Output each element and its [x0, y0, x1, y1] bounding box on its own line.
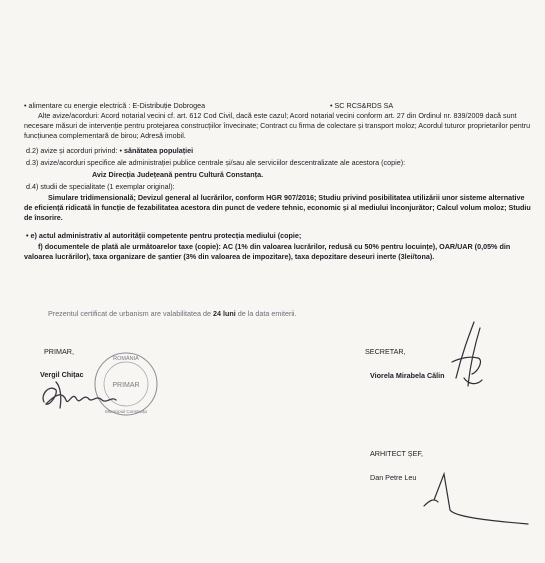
- secretary-title: SECRETAR,: [365, 347, 406, 356]
- d2-line: d.2) avize și acorduri privind: • sănătatea populației: [26, 146, 194, 155]
- secretary-name: Viorela Mirabela Călin: [370, 371, 445, 380]
- d3-label: d.3) avize/acorduri specifice ale administrației publice centrale și/sau ale serviciilor descentralizate ale acestora (copie):: [26, 158, 406, 167]
- bullet: •: [330, 101, 335, 110]
- svg-text:Municipiul Constanța: Municipiul Constanța: [105, 409, 147, 414]
- bullet: •: [24, 101, 29, 110]
- other-approvals: Alte avize/acorduri: Acord notarial vecini cf. art. 612 Cod Civil, dacă este cazul; Acord notarial vecini conform art. 27 din Ordinul nr. 839/2009 dacă sunt necesare măsuri de intervenție pentru protejarea construcțiilor învecinate; Contract cu firma de colectare și transport moloz; Acordul tuturor proprietarilor pentru funcțiunea complementară de birou; Adresă imobil.: [24, 111, 531, 140]
- energy-label: alimentare cu energie electrică : E-Distribuție Dobrogea: [28, 101, 206, 110]
- mayor-title: PRIMAR,: [44, 347, 74, 356]
- e-line: • e) actul administrativ al autorității competente pentru protecția mediului (copie;: [26, 231, 302, 240]
- energy-line: [24, 101, 205, 111]
- mayor-name: Vergil Chițac: [40, 370, 84, 379]
- architect-signature: [420, 470, 540, 530]
- architect-name: Dan Petre Leu: [370, 473, 417, 482]
- d4-label: d.4) studii de specialitate (1 exemplar original):: [26, 182, 175, 191]
- svg-text:ROMÂNIA: ROMÂNIA: [113, 356, 139, 362]
- f-line: f) documentele de plată ale următoarelor taxe (copie): AC (1% din valoarea lucrărilor, redusă cu 50% pentru locuințe), OAR/UAR (0,05% din valoarea lucrărilor), taxa organizare de șantier (3% din valoarea de impozitare), taxa depozitare deseuri inerte (3lei/tona).: [24, 242, 511, 261]
- mayor-signature: [36, 376, 136, 414]
- svg-text:PRIMAR: PRIMAR: [112, 382, 140, 389]
- bullet: •: [26, 231, 31, 240]
- telecom-provider: • SC RCS&RDS SA: [330, 101, 394, 110]
- secretary-signature: [434, 318, 494, 398]
- architect-title: ARHITECT ȘEF,: [370, 449, 423, 458]
- validity-line: Prezentul certificat de urbanism are valabilitatea de 24 luni de la data emiterii.: [48, 309, 297, 318]
- d3-value: Aviz Direcția Județeană pentru Cultură Constanța.: [92, 170, 264, 179]
- d4-value: Simulare tridimensională; Devizul general al lucrărilor, conform HGR 907/2016; Studiu privind posibilitatea utilizării unor sisteme alternative de eficiență ridicată în funcție de fezabilitatea acestora din punct de vedere tehnic, economic și al mediului înconjurător; Calcul volum moloz; Studiu de însorire.: [24, 193, 531, 222]
